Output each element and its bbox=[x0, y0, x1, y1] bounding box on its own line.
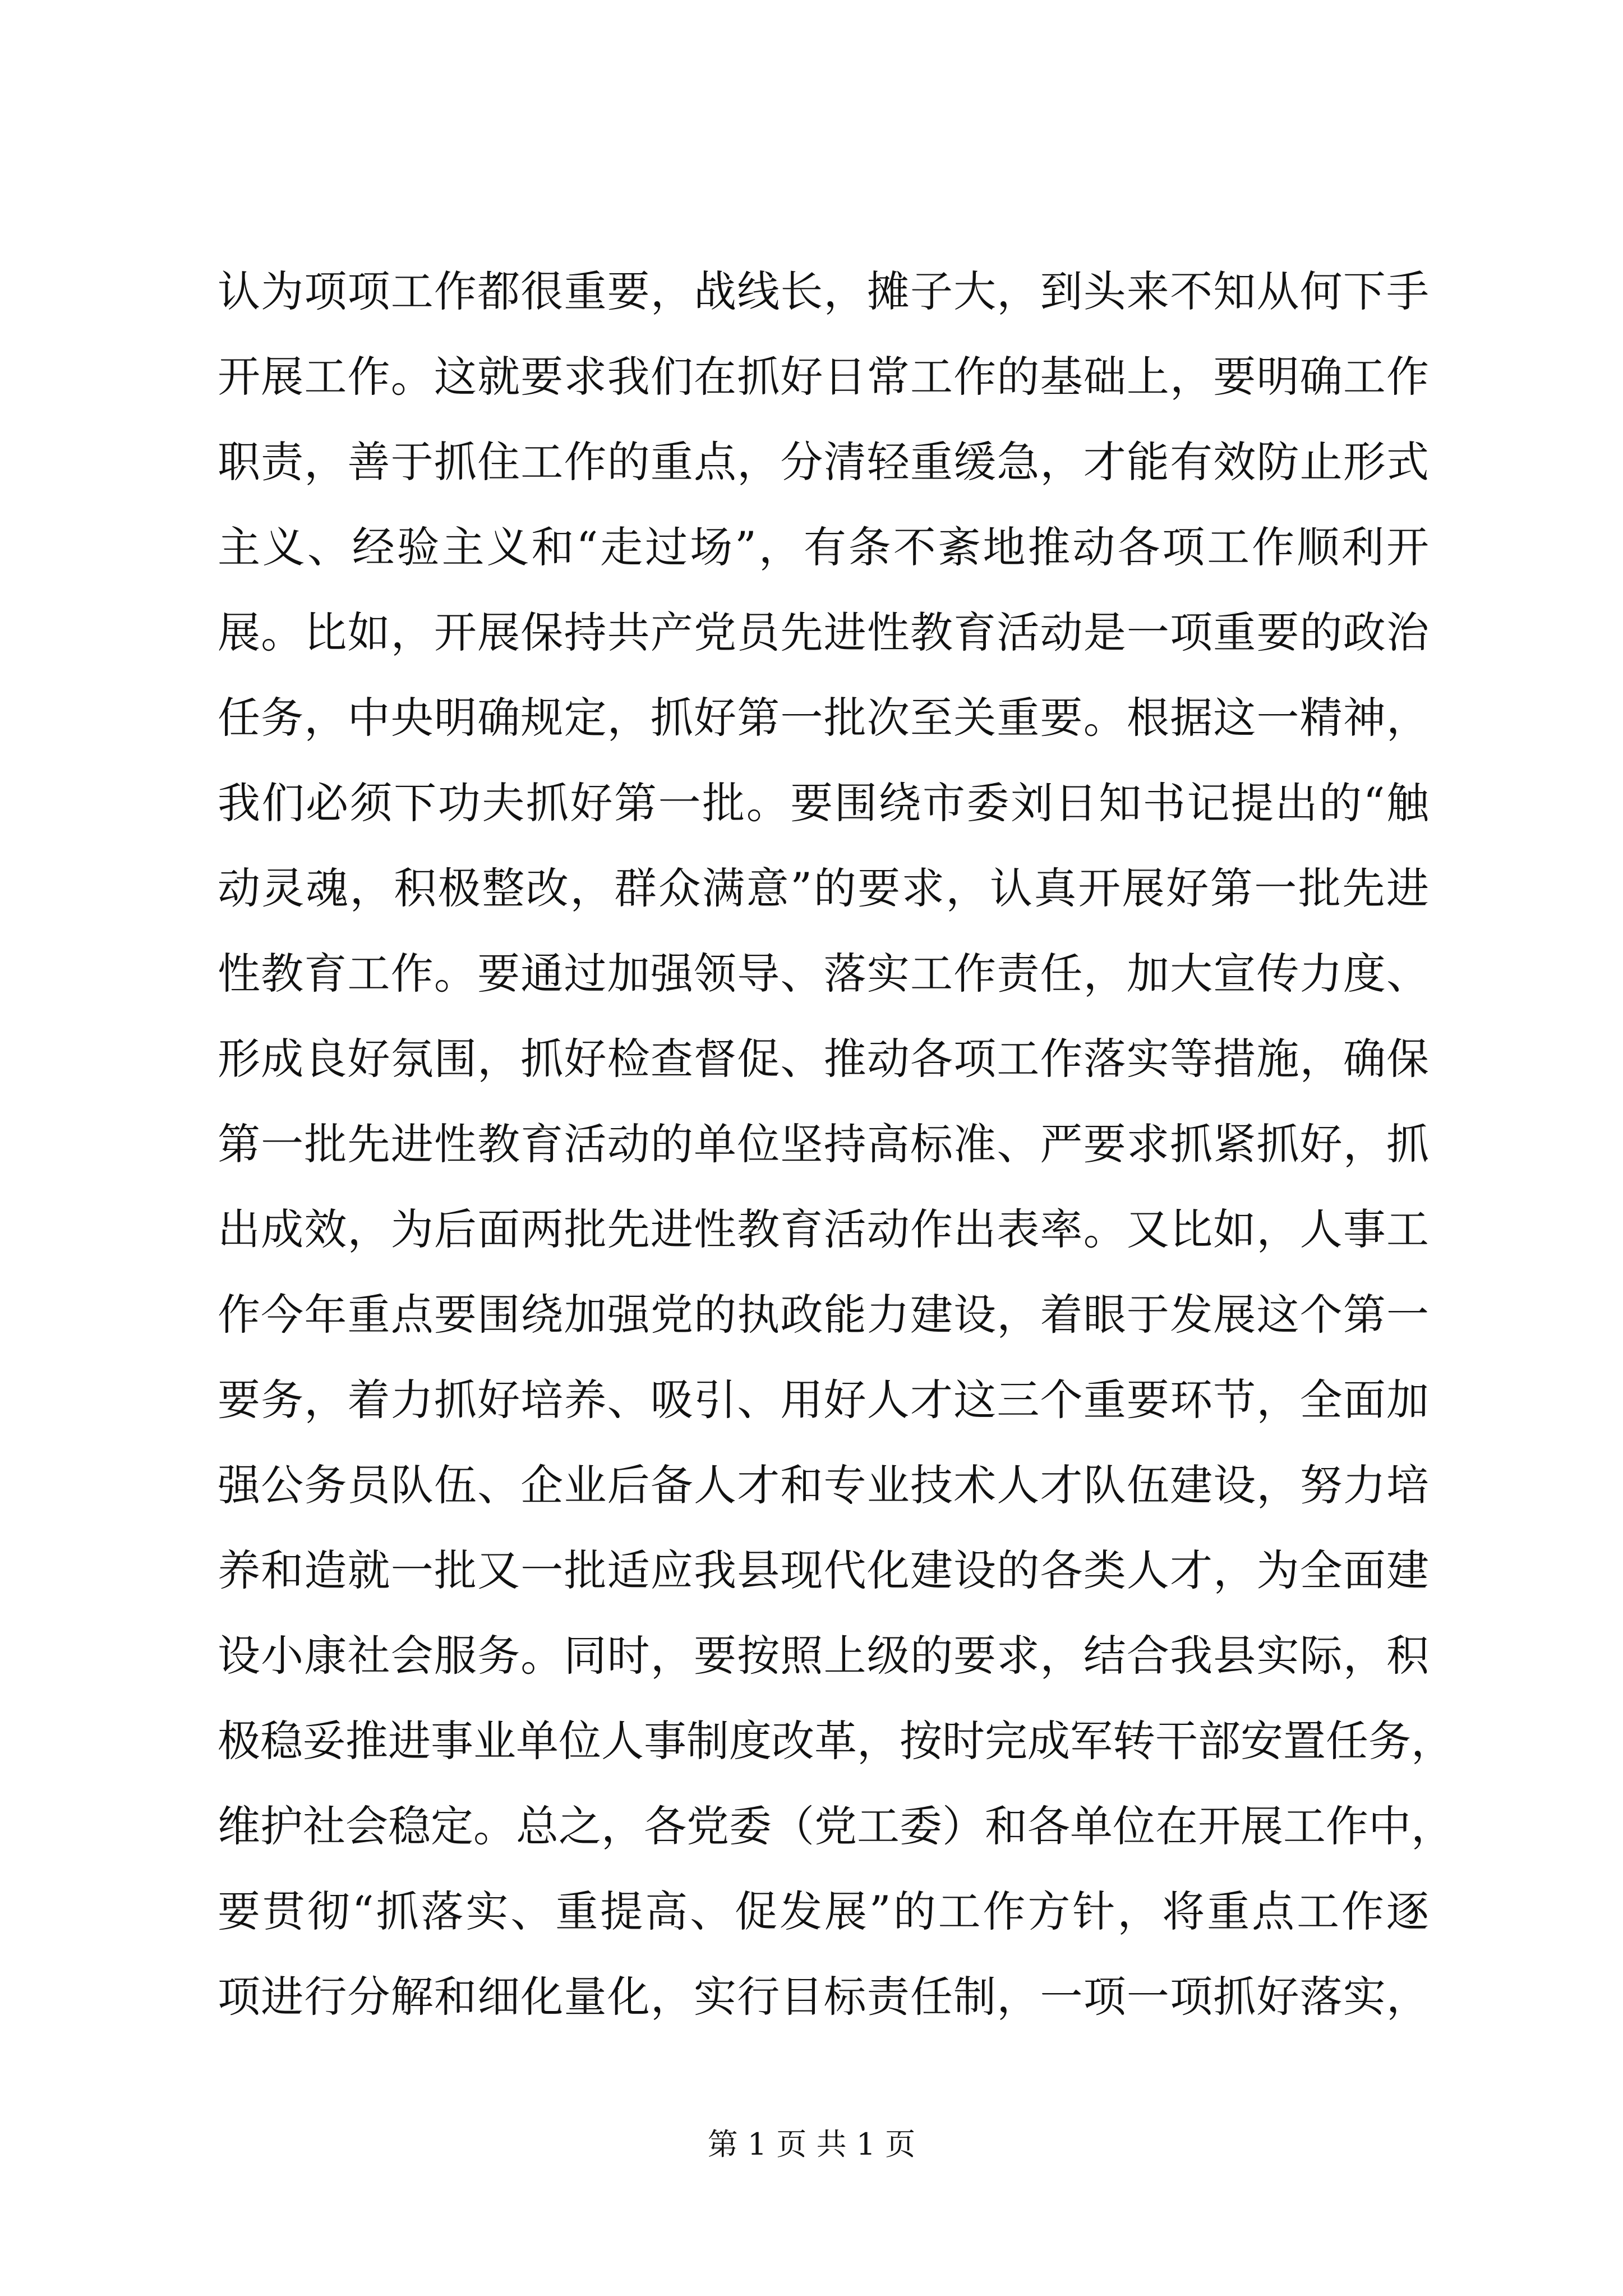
text-line-6: 任务，中央明确规定，抓好第一批次至关重要。根据这一精神， bbox=[218, 693, 1429, 743]
text-line-10: 形成良好氛围，抓好检查督促、推动各项工作落实等措施，确保 bbox=[218, 1034, 1429, 1084]
text-line-21: 项进行分解和细化量化，实行目标责任制，一项一项抓好落实， bbox=[218, 1972, 1429, 2022]
text-line-20: 要贯彻“抓落实、重提高、促发展”的工作方针，将重点工作逐 bbox=[218, 1887, 1429, 1936]
text-line-5: 展。比如，开展保持共产党员先进性教育活动是一项重要的政治 bbox=[218, 608, 1429, 657]
text-line-8: 动灵魂，积极整改，群众满意”的要求，认真开展好第一批先进 bbox=[218, 863, 1429, 913]
text-line-14: 要务，着力抓好培养、吸引、用好人才这三个重要环节，全面加 bbox=[218, 1375, 1429, 1425]
text-line-7: 我们必须下功夫抓好第一批。要围绕市委刘日知书记提出的“触 bbox=[218, 778, 1429, 828]
text-line-1: 认为项项工作都很重要，战线长，摊子大，到头来不知从何下手 bbox=[218, 266, 1429, 316]
text-line-3: 职责，善于抓住工作的重点，分清轻重缓急，才能有效防止形式 bbox=[218, 437, 1429, 487]
text-line-18: 极稳妥推进事业单位人事制度改革，按时完成军转干部安置任务， bbox=[218, 1716, 1454, 1766]
text-line-19: 维护社会稳定。总之，各党委（党工委）和各单位在开展工作中， bbox=[218, 1801, 1454, 1851]
text-line-4: 主义、经验主义和“走过场”，有条不紊地推动各项工作顺利开 bbox=[218, 522, 1429, 572]
text-line-9: 性教育工作。要通过加强领导、落实工作责任，加大宣传力度、 bbox=[218, 949, 1429, 999]
text-line-12: 出成效，为后面两批先进性教育活动作出表率。又比如，人事工 bbox=[218, 1204, 1429, 1254]
text-line-17: 设小康社会服务。同时，要按照上级的要求，结合我县实际，积 bbox=[218, 1631, 1429, 1681]
page-footer: 第 1 页 共 1 页 bbox=[707, 2127, 916, 2162]
text-line-13: 作今年重点要围绕加强党的执政能力建设，着眼于发展这个第一 bbox=[218, 1290, 1429, 1340]
text-line-16: 养和造就一批又一批适应我县现代化建设的各类人才，为全面建 bbox=[218, 1545, 1429, 1595]
text-line-2: 开展工作。这就要求我们在抓好日常工作的基础上，要明确工作 bbox=[218, 352, 1429, 402]
text-line-11: 第一批先进性教育活动的单位坚持高标准、严要求抓紧抓好，抓 bbox=[218, 1119, 1429, 1169]
text-line-15: 强公务员队伍、企业后备人才和专业技术人才队伍建设，努力培 bbox=[218, 1460, 1429, 1510]
document-body bbox=[218, 264, 1454, 2054]
